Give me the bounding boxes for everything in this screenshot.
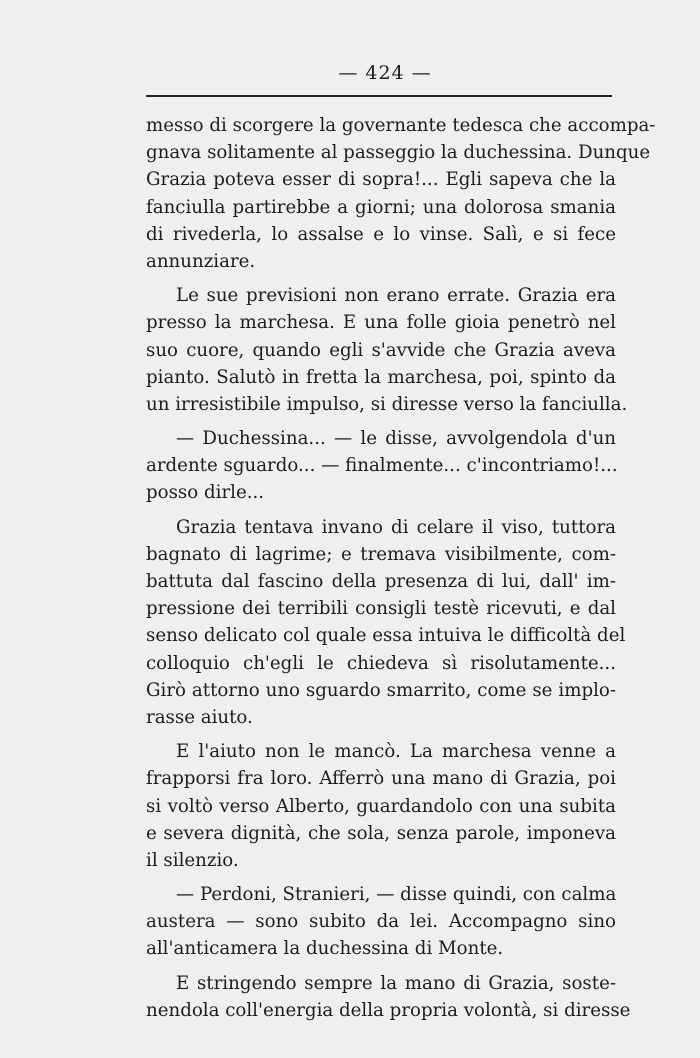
text-line: — Duchessina... — le disse, avvolgendola d'un <box>176 428 616 450</box>
paragraph <box>146 514 626 732</box>
paragraph <box>146 970 631 1024</box>
text-line: frapporsi fra loro. Afferrò una mano di Grazia, poi <box>146 768 616 790</box>
text-line: il silenzio. <box>146 849 239 871</box>
paragraph-gap <box>146 507 616 514</box>
paragraph-gap <box>146 275 616 282</box>
body-text <box>146 112 656 1024</box>
paragraph <box>146 881 616 963</box>
paragraph <box>146 282 628 418</box>
paragraph <box>146 738 616 874</box>
text-line: bagnato di lagrime; e tremava visibilmente, com- <box>146 543 616 565</box>
text-line: pianto. Salutò in fretta la marchesa, poi, spinto da <box>146 366 616 388</box>
text-line: senso delicato col quale essa intuiva le difficoltà del <box>146 625 626 647</box>
text-line: E stringendo sempre la mano di Grazia, soste- <box>176 972 616 994</box>
paragraph <box>146 112 656 275</box>
text-line: austera — sono subito da lei. Accompagno sino <box>146 911 616 933</box>
text-line: presso la marchesa. E una folle gioia penetrò nel <box>146 312 616 334</box>
text-line: pressione dei terribili consigli testè ricevuti, e dal <box>146 598 616 620</box>
text-line: Grazia tentava invano di celare il viso, tuttora <box>176 516 616 538</box>
text-line: posso dirle... <box>146 482 265 504</box>
text-line: si voltò verso Alberto, guardandolo con una subita <box>146 795 616 817</box>
text-line: e severa dignità, che sola, senza parole, imponeva <box>146 822 616 844</box>
text-line: fanciulla partirebbe a giorni; una dolorosa smania <box>146 196 616 218</box>
page-number: — 424 — <box>338 62 432 84</box>
text-line: gnava solitamente al passeggio la duchessina. Dunque <box>146 142 651 164</box>
paragraph-gap <box>146 731 616 738</box>
paragraph <box>146 425 616 507</box>
text-line: suo cuore, quando egli s'avvide che Grazia aveva <box>146 339 616 361</box>
paragraph-gap <box>146 418 616 425</box>
paragraph-gap <box>146 874 616 881</box>
text-line: messo di scorgere la governante tedesca che accompa- <box>146 115 656 136</box>
text-line: E l'aiuto non le mancò. La marchesa venne a <box>176 741 616 763</box>
text-line: colloquio ch'egli le chiedeva sì risolutamente... <box>146 652 616 674</box>
text-line: rasse aiuto. <box>146 706 253 728</box>
text-line: ardente sguardo... — finalmente... c'incontriamo!... <box>146 455 618 477</box>
text-line: nendola coll'energia della propria volontà, si diresse <box>146 999 631 1021</box>
text-line: Le sue previsioni non erano errate. Grazia era <box>176 285 616 307</box>
text-line: Grazia poteva esser di sopra!... Egli sapeva che la <box>146 169 616 191</box>
paragraph-gap <box>146 963 616 970</box>
text-line: all'anticamera la duchessina di Monte. <box>146 938 504 960</box>
text-line: annunziare. <box>146 250 256 272</box>
text-line: battuta dal fascino della presenza di lui, dall' im- <box>146 571 616 592</box>
text-line: Girò attorno uno sguardo smarrito, come se implo- <box>146 679 616 701</box>
text-line: — Perdoni, Stranieri, — disse quindi, con calma <box>176 884 617 906</box>
header-rule <box>146 95 612 97</box>
text-line: di rivederla, lo assalse e lo vinse. Salì, e si fece <box>146 223 616 245</box>
text-line: un irresistibile impulso, si diresse verso la fanciulla. <box>146 393 628 415</box>
